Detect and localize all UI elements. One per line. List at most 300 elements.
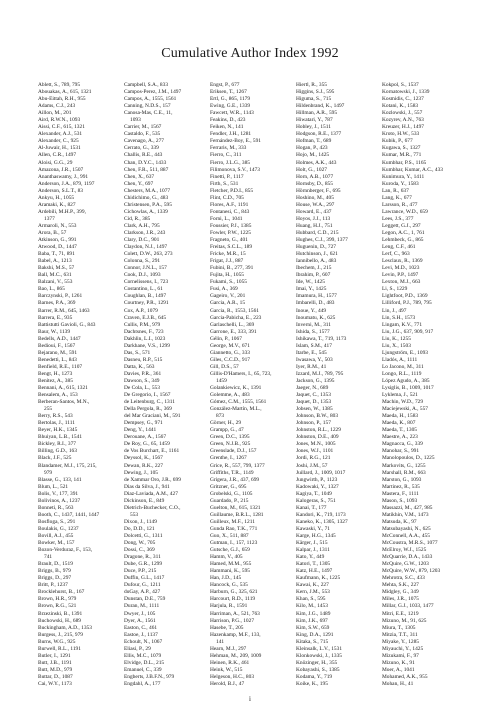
author-entry: Mizuno, M., 91, 625 [382,617,427,624]
author-entry: Maciejewski, A., 557 [382,406,428,413]
author-entry: Maeda, K., 807 [382,420,416,427]
author-entry: Gutsche, G.J., 659 [210,547,250,554]
author-entry: De Gregorio, I., 1567 [124,392,171,399]
author-entry: Engberts, J.B.F.N., 979 [124,673,175,680]
author-entry: Diaz-Laviada, A.M., 427 [124,490,178,497]
author-entry: Mizukami, F., 97 [382,652,419,659]
author-entry: Bengt, H., 1273 [38,370,73,377]
author-entry: Ellis, M.C., 1079 [124,652,162,659]
author-entry: Emanuel, C., 339 [124,666,162,673]
author-entry: Hojo, M., 1425 [296,152,330,159]
author-entry: Lo Jacono, M., 311 [382,363,424,370]
author-entry: Kornatowski, J., 1339 [382,89,430,96]
author-entry: Dewan, R.K., 227 [124,462,163,469]
author-entry: Harrison, P.G., 1027 [210,617,255,624]
author-entry: McQuire, W.W., 879, 1203 [382,568,441,575]
author-entry: Karge, H.G., 1345 [296,533,336,539]
author-entry: Atwood, D., 1447 [38,244,77,251]
author-entry: Jones, M.N., 1005 [296,441,336,448]
author-entry: González-Martín, M.L., [210,406,262,413]
author-entry: Benitez, A., 385 [38,377,73,384]
author-entry: Miyake, Y., 1285 [382,638,419,645]
author-entry: Larsson, R., 477 [382,201,418,208]
author-entry: Matikhin, V.M., 1473 [382,511,429,518]
author-entry: Liu, X., 1503 [382,342,411,349]
author-entry: Mitzia, T.T., 311 [382,631,418,638]
author-entry: Hutchinson, J., 621 [296,251,338,258]
author-entry: Maeda, H., 1583 [382,413,419,420]
author-entry: Lladós, A., 1111 [382,356,418,363]
author-entry: Baur, W., 1139 [38,328,71,335]
author-entry: Eastoe, J., 1137 [124,631,158,638]
author-entry: Millar, G.J., 1033, 1477 [382,603,434,610]
author-entry: Colett, D.W., 263, 273 [124,251,173,258]
author-entry: Finetti, P., 1117 [210,173,244,180]
author-entry: Markovits, G., 1255 [382,462,426,469]
author-entry: Dickinson, E., 849 [124,497,165,504]
author-entry: Fletcher, P.D.I., 855 [210,187,254,194]
author-entry: Ide, W., 1425 [296,279,325,286]
author-entry: Green, N.J.B., 925 [210,441,251,448]
author-entry: Dachtsnes, F., 723 [124,328,164,335]
author-entry: Brown, H.R., 979 [38,596,77,603]
author-entry: Abouakas, A., 615, 1321 [38,89,92,96]
author-entry: Marshall, R.M., 663 [382,469,426,476]
author-entry: Liu, J.G., 637, 909, 917 [382,328,434,335]
author-entry: Lysiglis, B., 1009, 1017 [382,385,434,392]
author-entry: Guelton, M., 615, 1321 [210,504,261,511]
author-entry: Castaldo, F., 535 [124,131,161,138]
author-entry: Li, S., 1229 [382,286,408,293]
author-entry: Buttar, D., 1087 [38,673,73,680]
author-entry: Garcia, A.R., 15 [210,300,246,307]
author-entry: Imbarelli, D., 483 [296,300,335,307]
author-entry: Mehrotra, S.C., 433 [382,575,425,582]
author-entry: Harburn, G., 325, 621 [210,589,258,596]
author-entry: Miyauchi, Y., 1425 [382,645,424,652]
author-entry: Hofman, T., 689 [296,138,332,145]
author-entry: Burgess, J., 215, 979 [38,631,83,638]
author-entry: Ishida, S., 1577 [296,328,330,335]
author-entry: Fusi, A., 369 [210,286,238,293]
author-entry: Jaeger, N., 689 [296,385,329,392]
author-entry: Dawson, S., 349 [124,377,160,384]
author-entry: Lexton, M.J., 663 [382,279,421,286]
author-entry: Kumar, M.R., 771 [382,152,422,159]
author-entry: Itarbe, E., 545 [296,349,327,356]
author-entry: Firth, S., 531 [210,180,239,187]
author-entry: Black, J.F., 525 [38,455,72,462]
author-entry: Mason, S., 1093 [382,497,418,504]
page-number: i [249,695,251,703]
author-entry: Craven, E.J.B., 645 [124,314,167,321]
author-entry: Cornelissens, I., 723 [124,279,169,286]
author-entry: Bickley, R.I., 377 [38,441,76,448]
author-entry: Grobelski, G., 1105 [210,490,253,497]
author-entry: Mizuno, K., 91 [382,659,415,666]
author-entry: Briggs, B., 979 [38,568,71,575]
author-entry: Brown, R.G., 521 [38,603,77,610]
author-entry: Carrier, M., 1567 [124,124,162,131]
author-entry: Gillis-D'Hamers, I., 65, 723, [210,370,272,377]
author-entry: Mastera, F., 1111 [382,490,419,497]
author-entry: Imamura, H., 1577 [296,293,337,300]
author-entry: Burwell, R.L., 1191 [38,645,81,652]
author-entry: Fujita, H., 1055 [210,272,244,279]
author-entry: Fierro, J.L.G., 385 [210,159,250,166]
author-entry: Hazenkamp, M.F., 133, [210,631,261,638]
author-entry: McConnell, A.A., 455 [382,533,430,539]
author-entry: Adams, C.J., 243 [38,103,76,110]
author-entry: Izzard, M.J., 789, 795 [296,370,344,377]
author-entry: Challis, R.E., 443 [124,152,163,159]
author-entry: Derouane, A., 1567 [124,434,167,441]
author-entry: Clarkson, J.R., 243 [124,229,166,236]
author-entry: Inoue, Y., 449 [296,307,327,314]
author-entry: Miura, T., 1305 [382,624,416,631]
author-entry: Duffin, G.L., 1417 [124,575,165,582]
author-entry: Bowker, M., 157 [38,540,75,547]
author-entry: Blandamer, M.J., 175, 215, [38,462,97,469]
author-entry: Lang, K., 677 [382,194,412,201]
author-entry: Kawaski, Y., 71 [296,525,330,532]
author-entry: Bovill, A.J., 455 [38,533,74,539]
author-entry: Guardado, P., 215 [210,497,249,504]
author-entry: Moer, A., 1041 [382,666,415,673]
author-entry: Martinez, R., 535 [382,483,420,490]
author-entry: 979 [44,469,53,476]
author-entry: Butt, M.D., 979 [38,666,73,673]
author-entry: Johnston, R.L., 1229 [296,427,341,434]
author-entry: duGay, A.P., 427 [124,589,161,596]
author-entry: Higuma, S., 715 [296,96,332,103]
author-entry: King, D.A., 1291 [296,631,334,638]
author-entry: Jackson, G., 1395 [296,377,335,384]
author-entry: Ertl, G., 865, 1179 [210,96,251,103]
author-entry: Kumbhar, Kumar, A.C., 433 [382,166,443,173]
author-entry: Heink, W., 515 [210,666,243,673]
author-entry: Hildenbrand, K., 1497 [296,103,345,110]
author-entry: Campbell, S.A., 833 [124,82,169,88]
author-entry: Machin, W.D., 729 [382,399,424,406]
author-entry: Canning, N.D.S., 157 [124,103,171,110]
author-entry: Cerrato, G., 339 [124,145,159,152]
author-entry: Bertolas, J., 1111 [38,420,75,427]
author-entry: Clark, A.H., 795 [124,222,160,229]
author-entry: Blasse, G., 133, 141 [38,476,82,483]
author-entry: Costantino, L., 61 [124,286,163,293]
author-entry: Kokpol, S., 1537 [382,82,419,88]
author-entry: Bennani, A., 615, 1321 [38,385,88,392]
author-entry: George, M.V., 671 [210,342,250,349]
author-entry: Mohan, H., 41 [382,680,414,687]
author-entry: Imai, Y., 1425 [296,286,327,293]
author-entry: Matsubayashi, N., 625 [382,525,431,532]
author-entry: Guillaume, B.R.L., 1281 [210,511,264,518]
author-entry: Grenthe, I., 1267 [210,455,247,462]
author-entry: Ball, M.C., 631 [38,272,72,279]
author-entry: 1093 [130,117,141,124]
author-entry: Ankyu, H., 1055 [38,194,75,201]
author-entry: Bonneti, R., 563 [38,504,74,511]
author-entry: Dias da Silva, J., 941 [124,483,170,490]
author-entry: Bao, L., 865 [38,286,65,293]
author-entry: Courtney, P.R., 1291 [124,300,169,307]
author-entry: Kandori, K., 719, 1173 [296,511,346,518]
author-entry: Garlaschelli, L., 369 [210,321,255,328]
author-entry: Bosfloga, S., 291 [38,518,76,525]
author-entry: Herold, B.J., 47 [210,680,245,687]
author-entry: Davies, P.R., 361 [124,370,162,377]
author-entry: Katz, H.E., 1497 [296,568,333,575]
author-entry: Campos, A., 1555, 1561 [124,96,177,103]
author-entry: Hubbard, C.D., 215 [296,229,339,236]
author-entry: Canosa-Mas, C.E., 11, [124,110,173,117]
author-entry: Bedioui, F., 1567 [38,342,76,349]
author-entry: Lin, S.H., 1573 [382,314,416,321]
author-entry: Chesters, M.A., 1077 [124,187,171,194]
author-entry: Hoyos, J.J., 113 [296,215,331,222]
author-entry: Anderson, J.A., 879, 1197 [38,180,95,187]
author-entry: House, W.A., 297 [296,201,335,208]
author-entry: Manohar, S., 991 [382,448,420,455]
author-entry: Kawai, K., 227 [296,582,329,589]
author-entry: Kim, S.W., 659 [296,624,330,631]
author-entry: Kodama, Y., 719 [296,673,333,680]
author-entry: Marston, G., 1093 [382,476,422,483]
author-entry: Hancock, G., 535 [210,582,248,589]
author-entry: Guo, X., 511, 887 [210,533,249,539]
author-entry: Engdahl, A., 177 [124,680,161,687]
author-entry: Clary, D.C., 901 [124,237,160,244]
author-entry: Hornsby, D., 855 [296,180,333,187]
author-entry: Holmes, A.K., 443 [296,159,337,166]
author-entry: Filimonova, S.V., 1473 [210,166,260,173]
author-entry: Görner, H., 29 [210,420,242,427]
author-entry: Kuroda, Y., 1583 [382,180,419,187]
author-entry: Fendler, J.H., 1281 [210,131,252,138]
author-entry: Bensalem, A., 153 [38,392,78,399]
author-entry: Aramaki, K., 827 [38,201,76,208]
author-entry: Dempsey, G., 971 [124,420,163,427]
author-entry: Kosmidis, C., 1237 [382,96,424,103]
author-entry: Inverni, M., 311 [296,321,331,328]
author-entry: Midgley, G., 349 [382,589,419,596]
author-entry: Flores, A.F., 1191 [210,201,249,208]
author-entry: Burns, W.G., 925 [38,638,76,645]
author-entry: Hodgson, R.E., 1377 [296,131,342,138]
author-index-columns [38,82,470,687]
author-entry: Helgeson, H.C., 803 [210,673,255,680]
author-entry: Guilleux, M.F., 1211 [210,518,255,525]
author-entry: Giannetto, G., 333 [210,349,250,356]
author-entry: Green, D.C., 1395 [210,434,250,441]
author-entry: Kumbhar, P.S., 1165 [382,159,427,166]
author-entry: Horn, A.B., 1077 [296,173,334,180]
author-entry: Gómez, C.M., 1555, 1561 [210,399,267,406]
author-entry: Berry, R.S., 543 [38,413,73,420]
author-entry: Leng, C.F., 461 [382,244,416,251]
author-entry: Deng, Y., 1441 [124,427,157,434]
author-entry: Anderson, S.L.T., 83 [38,187,83,194]
author-entry: Flint, C.D., 705 [210,194,244,201]
author-entry: López Agudo, A., 385 [382,377,430,384]
author-entry: Britt, P., 1237 [38,582,68,589]
author-entry: Fawcett, W.R., 1143 [210,110,254,117]
author-entry: Jones, W.J., 1101 [296,448,334,455]
author-entry: Kugawa, S., 1327 [382,145,421,152]
author-entry: Legon, A.C., 1, 761 [382,229,425,236]
author-entry: Kanai, T., 177 [296,504,327,511]
author-entry: Iwasawa, Y., 503 [296,356,333,363]
author-entry: Khan, S., 595 [296,596,326,603]
author-entry: Gageiro, V., 201 [210,293,246,300]
author-entry: Benedetti, L., 843 [38,356,77,363]
author-entry: Howard, E., 437 [296,208,332,215]
author-entry: Lees, J.S., 377 [382,215,414,222]
author-entry: Giles, C.C.D., 917 [210,356,250,363]
author-entry: Ibechem, J., 215 [296,265,332,272]
author-entry: Fontanesi, C., 843 [210,208,250,215]
author-entry: Bolivinos, A., 1237 [38,497,81,504]
author-entry: Hörnnberger, F., 695 [296,187,341,194]
author-entry: Johnston, D.E., 409 [296,434,339,441]
author-entry: Aissi, C.F., 615, 1321 [38,124,85,131]
author-entry: de Xammar Oro, J.R., 699 [124,476,181,483]
author-entry: Gélin, P., 1067 [210,335,242,342]
author-entry: Butler, I., 1291 [38,652,71,659]
author-entry: Easton, C., 461 [124,624,158,631]
author-entry: Datta, K., 563 [124,363,155,370]
author-entry: 873 [216,413,225,420]
author-entry: Hillman, A.R., 595 [296,110,338,117]
author-entry: Holt, G., 1027 [296,166,327,173]
author-entry: Koike, K., 195 [296,680,328,687]
author-entry: Hamed, M.M., 955 [210,561,252,568]
author-entry: 553 [130,511,139,518]
author-entry: Bedells, A.D., 1447 [38,335,81,342]
author-entry: Alexander, C., 925 [38,138,79,145]
index-column-2 [124,82,209,688]
author-entry: Barnes, P.A., 369 [38,300,76,307]
author-entry: Lerf, C., 963 [382,251,410,258]
author-entry: Kreuzer, H.J., 1497 [382,124,424,131]
author-entry: Kozlowski, J., 557 [382,110,423,117]
author-entry: Massazzi, M., 427, 985 [382,504,433,511]
author-entry: Hobley, J., 1511 [296,124,331,131]
author-entry: Do, D.D., 121 [124,525,155,532]
author-entry: Benfield, R.E., 1107 [38,363,83,370]
author-entry: Fukami, S., 1055 [210,279,247,286]
author-entry: McQuire, G.W., 1203 [382,561,429,568]
author-entry: Lyklema, J., 521 [382,392,418,399]
author-entry: Foussier, P.J., 1385 [210,222,252,229]
author-entry: Abu-Eittah, R.H., 955 [38,96,86,103]
author-entry: Jaquet, D., 1353 [296,399,332,406]
author-entry: Eliasi, P., 29 [124,645,151,652]
author-entry: Kagiya, T., 1049 [296,490,332,497]
author-entry: Babel, A., 1213 [38,258,72,265]
author-entry: Kaneko, K., 1305, 1327 [296,518,348,525]
author-entry: Beyer, H.K., 1345 [38,427,78,434]
author-entry: Booth, C., 1437, 1441, 1447 [38,511,100,518]
author-entry: Grice, R., 557, 799, 1377 [210,462,265,469]
author-entry: Lightfoot, P.D., 1369 [382,293,428,300]
author-entry: Buckingham, A.D., 1353 [38,624,92,631]
author-entry: Armaroli, N., 553 [38,222,77,229]
author-entry: Fricke, M.R., 15 [210,251,246,258]
author-entry: Frigat, J.J., 887 [210,258,244,265]
author-entry: Lilliford, P.J., 789, 795 [382,300,432,307]
author-entry: Bakshi, M.S., 57 [38,265,75,272]
author-entry: Dolcetti, G., 1311 [124,533,163,539]
author-entry: Barczynski, P., 1261 [38,293,83,300]
author-entry: Hamm, V., 405 [210,554,243,561]
author-entry: Fowler, P.W., 1225 [210,229,251,236]
author-entry: Ewing, G.E., 1339 [210,103,251,110]
author-entry: Dwyer, J., 105 [124,610,156,617]
author-entry: Ardebili, M.H.P., 399, [38,208,86,215]
author-entry: Buchowski, H., 689 [38,617,81,624]
author-entry: Ablett, S., 789, 795 [38,82,81,88]
author-entry: Joshi, J.M., 57 [296,462,328,469]
author-entry: Kleinsalk, L.V., 1531 [296,645,343,652]
author-entry: Chen, X., 637 [124,173,155,180]
index-column-4 [296,82,381,688]
author-entry: Dixon, J., 1149 [124,518,157,525]
author-entry: Iyer, R.M., 41 [296,363,327,370]
author-entry: Cullis, P.M., 979 [124,321,161,328]
author-entry: Connor, J.N.L., 157 [124,265,167,272]
author-entry: Kern, J.M., 553 [296,589,330,596]
author-entry: Harcourt, R.D., 1119 [210,596,256,603]
author-entry: Ferraris, M., 333 [210,145,247,152]
author-entry: Feiken, N., 141 [210,124,244,131]
author-entry: Hiwatari, Y., 787 [296,117,333,124]
author-entry: McQuarrie, D.A., 1433 [382,554,433,561]
author-entry: Huguenin, D., 727 [296,244,336,251]
author-entry: 741 [44,554,53,561]
author-entry: Maestre, A., 223 [382,434,418,441]
author-entry: Das, S., 571 [124,349,151,356]
author-entry: Colonna, S., 291 [124,258,161,265]
index-column-3 [210,82,295,688]
author-entry: Gutman, I., 157, 1123 [210,540,258,547]
author-entry: Kadowaki, Y., 1327 [296,483,339,490]
index-column-1 [38,82,123,688]
author-entry: Levi, M.D., 1023 [382,265,420,272]
author-entry: Cichowlas, A., 1339 [124,208,168,215]
author-entry: Fernández-Boy, E., 591 [210,138,261,145]
author-entry: Hammani, K., 595 [210,568,250,575]
author-entry: Iannibello, A., 483 [296,258,337,265]
author-entry: Grampp, G., 47 [210,427,244,434]
author-entry: Barrera, E., 935 [38,314,73,321]
author-entry: Harriman, A., 521, 763 [210,610,260,617]
author-entry: Han, J.D., 145 [210,575,242,582]
author-entry: Cavenago, A., 277 [124,138,164,145]
author-entry: Dyer, A., 1561 [124,617,156,624]
author-entry: Mohamed, A.K., 955 [382,673,428,680]
author-entry: Hearn, M.J., 297 [210,645,247,652]
author-entry: Mitri, E.E., 1219 [382,610,419,617]
author-entry: Huang, H.J., 751 [296,222,333,229]
author-entry: Dong, W., 705 [124,540,156,547]
author-entry: Lesclaux, R., 1369 [382,258,423,265]
author-entry: de Leitenburg, C., 1311 [124,399,175,406]
author-entry: Katori, T., 1305 [296,561,331,568]
author-entry: Lawrance, W.D., 659 [382,208,428,215]
